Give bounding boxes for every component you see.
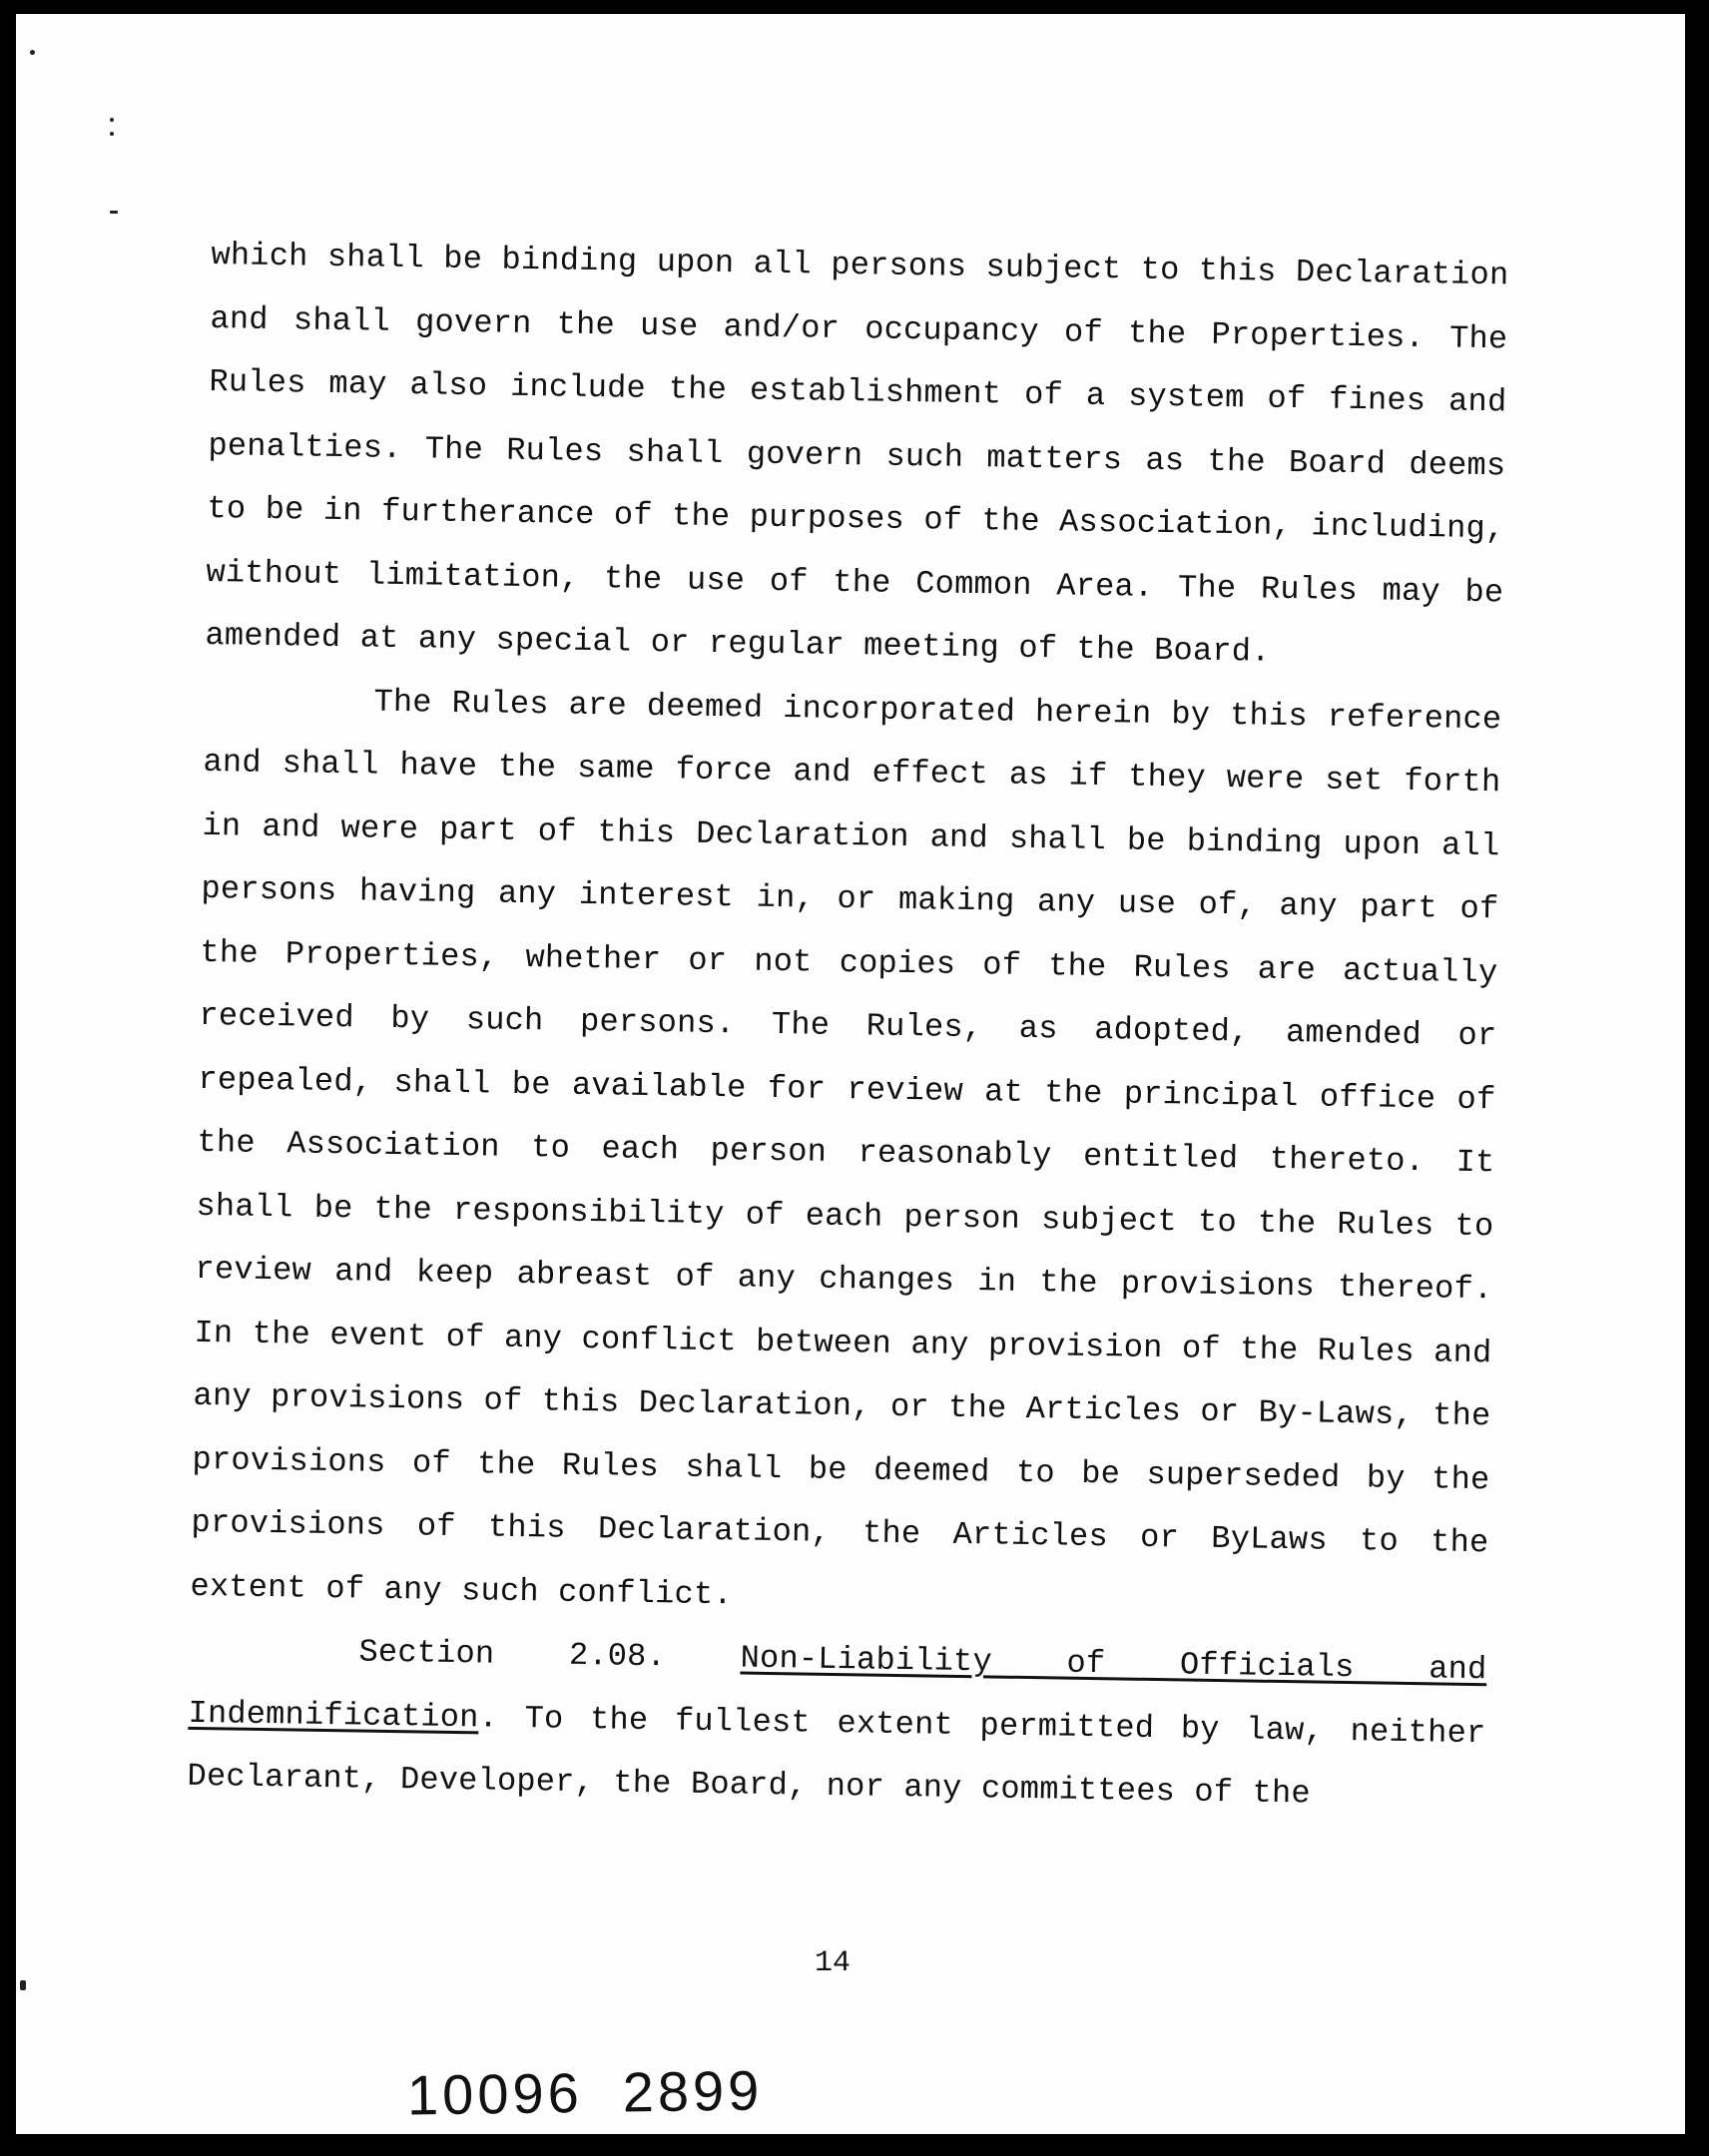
page-number: 14 bbox=[815, 1946, 852, 1980]
paragraph-rules-incorporated: The Rules are deemed incorporated herein by this reference and shall have the same force and effect as if they were set forth in and were part of this Declaration and shall be binding upon all persons having any interest in, or making any use of, any part of the Properties, whether or not copies of the Rules are actually received by such persons. The Rules, as adopted, amended or repealed, shall be available for review at the principal office of the Association to each person reasonably entitled thereto. It shall be the responsibility of each person subject to the Rules to review and keep abreast of any changes in the provisions thereof. In the event of any conflict between any provision of the Rules and any provisions of this Declaration, or the Articles or By-Laws, the provisions of the Rules shall be deemed to be superseded by the provisions of this Declaration, the Articles or ByLaws to the extent of any such conflict. bbox=[190, 683, 1502, 1613]
scan-speck bbox=[20, 1980, 26, 1990]
scan-speck bbox=[110, 211, 118, 214]
scan-speck bbox=[30, 50, 35, 55]
document-page bbox=[16, 14, 1685, 2134]
section-number: Section 2.08. bbox=[358, 1633, 667, 1676]
section-2-08-paragraph bbox=[187, 1618, 1487, 1829]
body-text bbox=[187, 224, 1509, 1829]
paragraph-rules-continued: which shall be binding upon all persons subject to this Declaration and shall govern the use and/or occupancy of the Properties. The Rules may also include the establishment of a system of fines and penalties. The Rules shall govern such matters as the Board deems to be in furtherance of the purposes of the Association, including, without limitation, the use of the Common Area. The Rules may be amended at any special or regular meeting of the Board. bbox=[205, 236, 1509, 671]
document-number bbox=[407, 2058, 764, 2128]
section-title: Non-Liability of Officials and Indemnification bbox=[188, 1639, 1487, 1736]
section-text: . To the fullest extent permitted by law, neither Declarant, Developer, the Board, nor any committees of the bbox=[187, 1698, 1486, 1813]
scan-speck bbox=[110, 118, 114, 122]
document-number-part: 10096 bbox=[406, 2061, 584, 2127]
document-number-part: 2899 bbox=[622, 2058, 764, 2124]
scan-speck bbox=[110, 132, 114, 136]
